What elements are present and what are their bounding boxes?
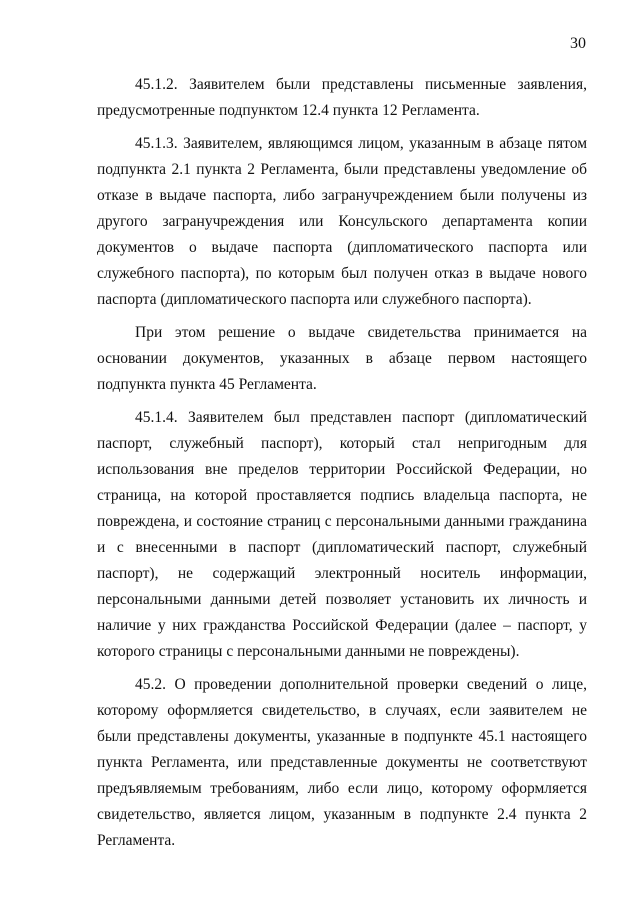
paragraph-45-1-3: 45.1.3. Заявителем, являющимся лицом, указанным в абзаце пятом подпункта 2.1 пункта 2 Регламента, были представлены уведомление об отказе в выдаче паспорта, либо загранучреждением были получены из другого загранучреждения или Консульского департамента копии документов о выдаче паспорта (дипломатического паспорта или служебного паспорта), по которым был получен отказ в выдаче нового паспорта (дипломатического паспорта или служебного паспорта). <box>97 135 587 308</box>
paragraph-45-2: 45.2. О проведении дополнительной проверки сведений о лице, которому оформляется свидетельство, в случаях, если заявителем не были представлены документы, указанные в подпункте 45.1 настоящего пункта Регламента, или представленные документы не соответствуют предъявляемым требованиям, либо если лицо, которому оформляется свидетельство, является лицом, указанным в подпункте 2.4 пункта 2 Регламента. <box>97 676 587 849</box>
paragraph-45-1-4: 45.1.4. Заявителем был представлен паспорт (дипломатический паспорт, служебный паспорт), который стал непригодным для использования вне пределов территории Российской Федерации, но страница, на которой проставляется подпись владельца паспорта, не повреждена, и состояние страниц с персональными данными гражданина и с внесенными в паспорт (дипломатический паспорт, служебный паспорт), не содержащий электронный носитель информации, персональными данными детей позволяет установить их личность и наличие у них гражданства Российской Федерации (далее – паспорт, у которого страницы с персональными данными не повреждены). <box>97 409 587 660</box>
document-body <box>97 72 587 854</box>
page-number: 30 <box>570 35 586 52</box>
paragraph-decision-basis: При этом решение о выдаче свидетельства принимается на основании документов, указанных в абзаце первом настоящего подпункта пункта 45 Регламента. <box>97 324 587 393</box>
paragraph-45-1-2: 45.1.2. Заявителем были представлены письменные заявления, предусмотренные подпунктом 12.4 пункта 12 Регламента. <box>97 76 587 119</box>
